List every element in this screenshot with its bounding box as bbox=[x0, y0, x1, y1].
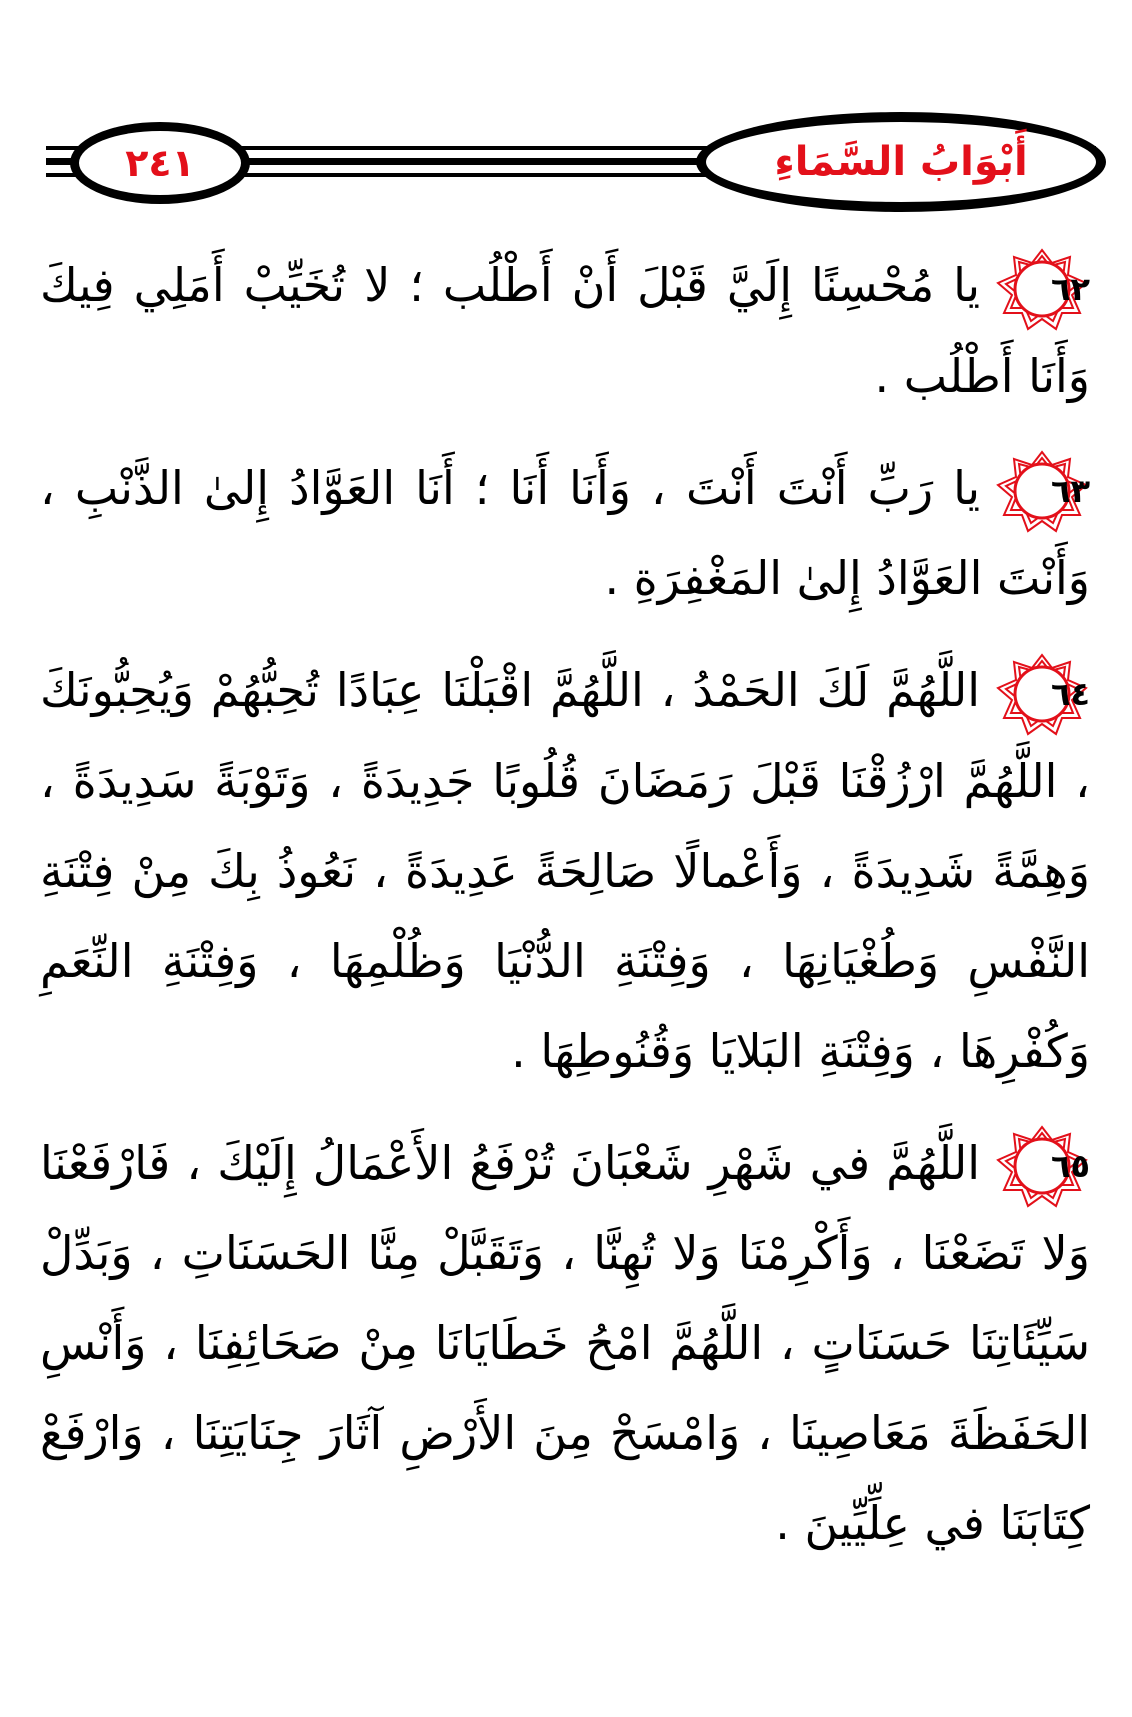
paragraph-64 bbox=[40, 645, 1090, 1096]
ornament-number-badge bbox=[994, 1124, 1090, 1208]
paragraph-number: ٦٤ bbox=[1050, 674, 1090, 713]
ornament-number-badge bbox=[994, 449, 1090, 533]
ornament-number-badge bbox=[994, 652, 1090, 736]
paragraph-number: ٦٣ bbox=[1050, 472, 1090, 510]
ornament-number-badge bbox=[994, 247, 1090, 331]
paragraph-text: يا مُحْسِنًا إِلَيَّ قَبْلَ أَنْ أَطْلُب ؛ لا تُخَيِّبْ أَمَلِي فِيكَ وَأَنَا أَطْلُب . bbox=[40, 258, 1090, 403]
paragraph-text: اللَّهُمَّ في شَهْرِ شَعْبَانَ تُرْفَعُ الأَعْمَالُ إِلَيْكَ ، فَارْفَعْنَا وَلا تَضَعْنَا ، وَأَكْرِمْنَا وَلا تُهِنَّا ، وَتَقَبَّلْ مِنَّا الحَسَنَاتِ ، وَبَدِّلْ سَيِّئَاتِنَا حَسَنَاتٍ ، اللَّهُمَّ امْحُ خَطَايَانَا مِنْ صَحَائِفِنَا ، وَأَنْسِ الحَفَظَةَ مَعَاصِينَا ، وَامْسَحْ مِنَ الأَرْضِ آثَارَ جِنَايَتِنَا ، وَارْفَعْ كِتَابَنَا في عِلِّيِّينَ . bbox=[40, 1135, 1090, 1550]
page-number-oval bbox=[70, 122, 250, 204]
paragraph-text: يا رَبِّ أَنْتَ أَنْتَ ، وَأَنَا أَنَا ؛ أَنَا العَوَّادُ إِلىٰ الذَّنْبِ ، وَأَنْتَ العَوَّادُ إِلىٰ المَغْفِرَةِ . bbox=[40, 460, 1090, 605]
paragraph-text: اللَّهُمَّ لَكَ الحَمْدُ ، اللَّهُمَّ اقْبَلْنَا عِبَادًا تُحِبُّهُمْ وَيُحِبُّونَكَ ، اللَّهُمَّ ارْزُقْنَا قَبْلَ رَمَضَانَ قُلُوبًا جَدِيدَةً ، وَتَوْبَةً سَدِيدَةً ، وَهِمَّةً شَدِيدَةً ، وَأَعْمالًا صَالِحَةً عَدِيدَةً ، نَعُوذُ بِكَ مِنْ فِتْنَةِ النَّفْسِ وَطُغْيَانِهَا ، وَفِتْنَةِ الدُّنْيَا وَظُلْمِهَا ، وَفِتْنَةِ النِّعَمِ وَكُفْرِهَا ، وَفِتْنَةِ البَلايَا وَقُنُوطِهَا . bbox=[40, 663, 1090, 1078]
book-title-oval bbox=[696, 112, 1106, 212]
paragraph-63 bbox=[40, 443, 1090, 624]
paragraph-number: ٦٢ bbox=[1050, 269, 1090, 308]
book-title: أَبْوَابُ السَّمَاءِ bbox=[774, 139, 1028, 185]
paragraph-65 bbox=[40, 1118, 1090, 1569]
paragraph-number: ٦٥ bbox=[1050, 1147, 1090, 1185]
page-header bbox=[46, 120, 1096, 210]
page-content bbox=[40, 240, 1090, 1590]
page-number: ٢٤١ bbox=[125, 141, 195, 185]
paragraph-62 bbox=[40, 240, 1090, 421]
